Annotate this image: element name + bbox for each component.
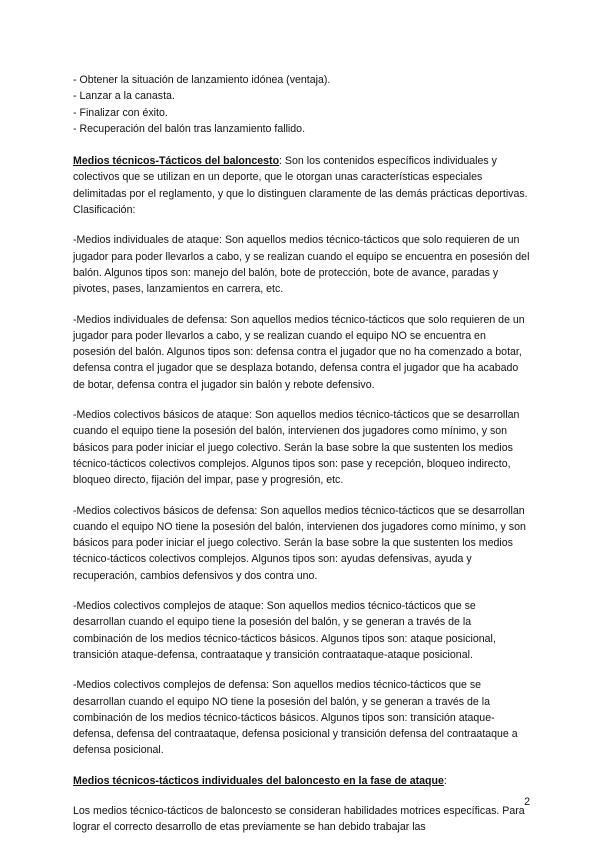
list-item: - Recuperación del balón tras lanzamiento fallido. [73,122,306,135]
intro-list [73,72,530,137]
paragraph-motor-skills: Los medios técnico-tácticos de baloncesto se consideran habilidades motrices específicas. Para lograr el correcto desarrollo de etas previamente se han debido trabajar las [73,804,525,834]
page-number: 2 [524,795,530,808]
paragraph-collective-basic-defense: -Medios colectivos básicos de defensa: Son aquellos medios técnico-tácticos que se desarrollan cuando el equipo NO tiene la posesión del balón, intervienen dos jugadores como mínimo, y son básicos para poder iniciar el juego colectivo. Serán la base sobre la que sustenten los medios técnico-tácticos colectivos complejos. Algunos tipos son: ayudas defensivas, ayuda y recuperación, cambios defensivos y dos contra uno. [73,504,526,582]
list-item: - Lanzar a la canasta. [73,90,175,103]
section-heading-attack-phase [73,773,530,789]
section-heading: Medios técnicos-tácticos individuales del baloncesto en la fase de ataque [73,774,444,787]
paragraph-collective-complex-attack: -Medios colectivos complejos de ataque: Son aquellos medios técnico-tácticos que se desarrollan cuando el equipo tiene la posesión del balón, y se generan a través de la combinación de los medios técnico-tácticos básicos. Algunos tipos son: ataque posicional, transición ataque-defensa, contraataque y transición contraataque-ataque posicional. [73,600,496,661]
list-item: - Finalizar con éxito. [73,106,168,119]
paragraph-individual-defense: -Medios individuales de defensa: Son aquellos medios técnico-tácticos que solo requieren de un jugador para poder llevarlos a cabo, y se realizan cuando el equipo NO se encuentra en posesión del balón. Algunos tipos son: defensa contra el jugador que no ha comenzado a botar, defensa contra el jugador que se desplaza botando, defensa contra el jugador que ha acabado de botar, defensa contra el jugador sin balón y rebote defensivo. [73,313,525,391]
paragraph-collective-complex-defense: -Medios colectivos complejos de defensa: Son aquellos medios técnico-tácticos que se desarrollan cuando el equipo NO tiene la posesión del balón, y se generan a través de la combinación de los medios técnico-tácticos básicos. Algunos tipos son: transición ataque-defensa, defensa del contraataque, defensa posicional y transición defensa del contraataque a defensa posicional. [73,679,518,757]
paragraph-individual-attack: -Medios individuales de ataque: Son aquellos medios técnico-tácticos que solo requieren de un jugador para poder llevarlos a cabo, y se realizan cuando el equipo se encuentra en posesión del balón. Algunos tipos son: manejo del balón, bote de protección, bote de avance, paradas y pivotes, pases, lanzamientos en carrera, etc. [73,234,530,296]
section-definition [73,153,530,218]
heading-suffix: : [443,774,447,787]
section-heading: Medios técnicos-Tácticos del baloncesto [73,155,280,168]
list-item: - Obtener la situación de lanzamiento idónea (ventaja). [73,74,331,86]
section-text: : Son los contenidos específicos individuales y colectivos que se utilizan en un deporte, que le otorgan unas características especiales delimitadas por el reglamento, y que lo distinguen claramente de las demás prácticas deportivas. Clasificación: [73,155,528,217]
paragraph-collective-basic-attack: -Medios colectivos básicos de ataque: Son aquellos medios técnico-tácticos que se desarrollan cuando el equipo tiene la posesión del balón, intervienen dos jugadores como mínimo, y son básicos para poder iniciar el juego colectivo. Serán la base sobre la que sustenten los medios técnico-tácticos colectivos complejos. Algunos tipos son: pase y recepción, bloqueo indirecto, bloqueo directo, fijación del impar, pase y progresión, etc. [73,409,520,487]
